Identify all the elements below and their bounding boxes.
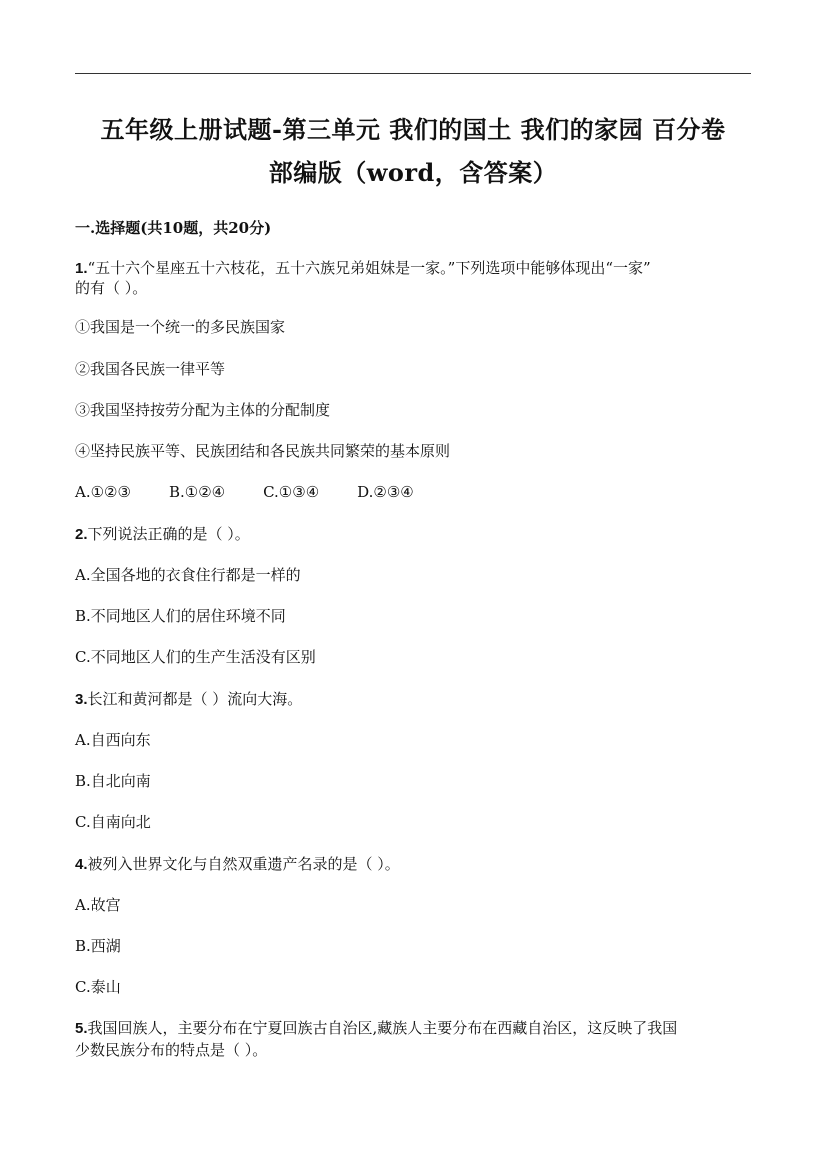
statement-item: ④坚持民族平等、民族团结和各民族共同繁荣的基本原则: [75, 442, 451, 460]
choice-a: A.①②③: [75, 483, 131, 501]
question-1: [75, 257, 651, 280]
question-number: 5.: [75, 1020, 88, 1037]
question-text: “五十六个星座五十六枝花，五十六族兄弟姐妹是一家。”下列选项中能够体现出“一家”: [87, 259, 651, 277]
statement-item: ①我国是一个统一的多民族国家: [75, 318, 286, 336]
question-text: 长江和黄河都是（ ）流向大海。: [87, 690, 303, 708]
question-text: 被列入世界文化与自然双重遗产名录的是（ ）。: [87, 855, 400, 873]
option-b: B.西湖: [75, 937, 121, 955]
option-c: C.自南向北: [75, 813, 151, 831]
document-title-line-2: 部编版（word，含答案）: [268, 158, 558, 187]
question-number: 1.: [75, 260, 88, 277]
choice-c: C.①③④: [263, 483, 320, 501]
answer-choices: [75, 481, 414, 503]
question-3: [75, 688, 302, 711]
question-number: 4.: [75, 856, 88, 873]
option-a: A.故宫: [75, 896, 121, 914]
question-4: [75, 853, 400, 876]
document-title-line-1: 五年级上册试题-第三单元 我们的国土 我们的家园 百分卷: [100, 115, 726, 144]
option-c: C.泰山: [75, 978, 121, 996]
question-5-continued: 少数民族分布的特点是（ ）。: [75, 1041, 268, 1059]
question-number: 2.: [75, 526, 88, 543]
choice-d: D.②③④: [357, 483, 414, 501]
header-rule: [75, 73, 751, 74]
option-c: C.不同地区人们的生产生活没有区别: [75, 648, 316, 666]
question-2: [75, 523, 250, 546]
option-b: B.自北向南: [75, 772, 151, 790]
option-a: A.全国各地的衣食住行都是一样的: [75, 566, 301, 584]
question-number: 3.: [75, 691, 88, 708]
choice-b: B.①②④: [168, 483, 226, 501]
question-text: 我国回族人，主要分布在宁夏回族古自治区,藏族人主要分布在西藏自治区，这反映了我国: [87, 1019, 678, 1037]
statement-item: ③我国坚持按劳分配为主体的分配制度: [75, 401, 331, 419]
question-text: 下列说法正确的是（ ）。: [87, 525, 250, 543]
section-heading: 一.选择题(共10题，共20分): [75, 219, 272, 237]
statement-item: ②我国各民族一律平等: [75, 360, 226, 378]
option-a: A.自西向东: [75, 731, 151, 749]
question-5: [75, 1017, 677, 1040]
question-1-continued: 的有（ ）。: [75, 279, 148, 297]
option-b: B.不同地区人们的居住环境不同: [75, 607, 286, 625]
